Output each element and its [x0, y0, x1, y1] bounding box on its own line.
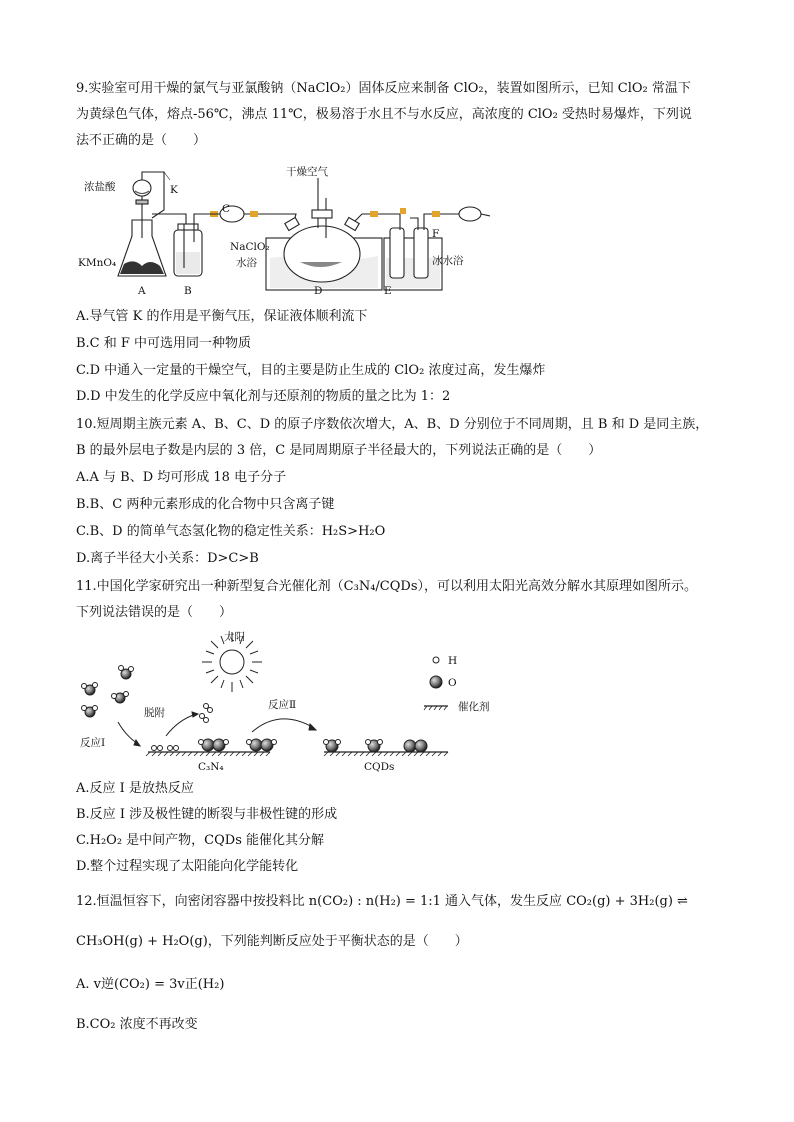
q10-stem-line-1: 10.短周期主族元素 A、B、C、D 的原子序数依次增大，A、B、D 分别位于不同周期，且 B 和 D 是同主族，	[76, 417, 709, 432]
q9-stem-line-2: 为黄绿色气体，熔点-56℃，沸点 11℃，极易溶于水且不与水反应，高浓度的 ClO₂ 受热时易爆炸，下列说	[76, 107, 692, 122]
q12-option-b: B.CO₂ 浓度不再改变	[76, 1017, 198, 1032]
label-sun: 太阳	[224, 631, 245, 643]
q11-stem-line-1: 11.中国化学家研究出一种新型复合光催化剂（C₃N₄/CQDs），可以利用太阳光高效分解水其原理如图所示。	[76, 579, 697, 594]
q11-option-d: D.整个过程实现了太阳能向化学能转化	[76, 859, 299, 874]
label-reaction-2: 反应Ⅱ	[268, 699, 297, 711]
legend-h: H	[448, 655, 458, 667]
label-kmno4: KMnO₄	[78, 257, 117, 269]
q10-stem-line-2: B 的最外层电子数是内层的 3 倍，C 是同周期原子半径最大的，下列说法正确的是（ ）	[76, 443, 602, 458]
q10-option-b: B.B、C 两种元素形成的化合物中只含离子键	[76, 497, 335, 512]
label-f: F	[432, 228, 440, 240]
label-d: D	[314, 285, 323, 297]
label-reaction-1: 反应Ⅰ	[80, 737, 106, 749]
label-a: A	[138, 285, 146, 297]
q10-option-d: D.离子半径大小关系：D>C>B	[76, 551, 259, 566]
label-c3n4: C₃N₄	[198, 761, 224, 773]
label-water-bath: 水浴	[236, 257, 257, 269]
label-naclo2: NaClO₂	[230, 241, 270, 253]
q9-option-c: C.D 中通入一定量的干燥空气，目的主要是防止生成的 ClO₂ 浓度过高，发生爆炸	[76, 363, 546, 378]
q9-option-a: A.导气管 K 的作用是平衡气压，保证液体顺利流下	[76, 309, 368, 324]
label-dry-air: 干燥空气	[286, 166, 328, 178]
q9-stem-line-1: 9.实验室可用干燥的氯气与亚氯酸钠（NaClO₂）固体反应来制备 ClO₂，装置如图所示，已知 ClO₂ 常温下	[76, 81, 691, 96]
q10-option-a: A.A 与 B、D 均可形成 18 电子分子	[76, 470, 287, 485]
q9-apparatus-figure	[70, 158, 490, 300]
q11-stem-line-2: 下列说法错误的是（ ）	[76, 605, 233, 620]
label-conc-hcl: 浓盐酸	[84, 181, 116, 193]
q9-option-b: B.C 和 F 中可选用同一种物质	[76, 336, 252, 351]
q12-option-a: A. v逆(CO₂) = 3v正(H₂)	[76, 977, 225, 992]
label-e: E	[384, 285, 392, 297]
label-k: K	[170, 184, 178, 196]
q12-stem-line-2: CH₃OH(g) + H₂O(g)，下列能判断反应处于平衡状态的是（ ）	[76, 934, 468, 949]
label-b: B	[184, 285, 192, 297]
q12-stem-line-1: 12.恒温恒容下，向密闭容器中按投料比 n(CO₂) : n(H₂) = 1:1 通入气体，发生反应 CO₂(g) + 3H₂(g) ⇌	[76, 894, 688, 909]
water-molecules-icon	[82, 666, 134, 718]
q11-option-b: B.反应 I 涉及极性键的断裂与非极性键的形成	[76, 807, 338, 822]
label-cqds: CQDs	[364, 761, 395, 773]
q11-option-c: C.H₂O₂ 是中间产物，CQDs 能催化其分解	[76, 833, 324, 848]
q11-option-a: A.反应 I 是放热反应	[76, 781, 194, 796]
q9-option-d: D.D 中发生的化学反应中氧化剂与还原剂的物质的量之比为 1：2	[76, 389, 451, 404]
label-ice-water-bath: 冰水浴	[432, 255, 464, 267]
legend-o: O	[448, 677, 457, 689]
label-c: C	[222, 203, 231, 215]
q9-stem-line-3: 法不正确的是（ ）	[76, 133, 207, 148]
legend-catalyst: 催化剂	[458, 701, 490, 713]
q10-option-c: C.B、D 的简单气态氢化物的稳定性关系：H₂S>H₂O	[76, 524, 386, 539]
label-desorption: 脱附	[144, 707, 165, 719]
